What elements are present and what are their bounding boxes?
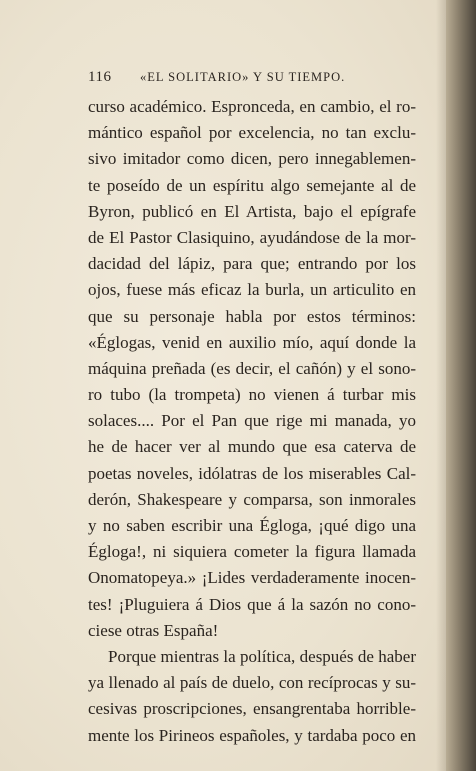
text-line: ro tubo (la trompeta) no vienen á turbar mis bbox=[88, 385, 416, 405]
running-title: «EL SOLITARIO» Y SU TIEMPO. bbox=[140, 70, 346, 84]
text-line: mántico español por excelencia, no tan exclu- bbox=[88, 123, 416, 143]
text-line: Porque mientras la política, después de haber bbox=[108, 646, 416, 666]
text-line: dacidad del lápiz, para que; entrando por los bbox=[88, 254, 416, 274]
text-line: ciese otras España! bbox=[88, 620, 219, 640]
text-line: de El Pastor Clasiquino, ayudándose de la mor- bbox=[88, 227, 416, 247]
text-line: ya llenado al país de duelo, con recíprocas y su- bbox=[88, 673, 416, 693]
text-line: que su personaje habla por estos términos: bbox=[88, 306, 416, 326]
text-line: poetas noveles, idólatras de los miserables Cal- bbox=[88, 463, 416, 483]
page-number: 116 bbox=[88, 69, 112, 85]
text-line: Onomatopeya.» ¡Lides verdaderamente inocen- bbox=[88, 568, 416, 588]
text-line: he de hacer ver al mundo que esa caterva de bbox=[88, 437, 416, 457]
text-line: curso académico. Espronceda, en cambio, el ro- bbox=[88, 97, 416, 116]
text-line: te poseído de un espíritu algo semejante al de bbox=[88, 175, 416, 195]
text-line: mente los Pirineos españoles, y tardaba poco en bbox=[88, 725, 416, 745]
text-line: derón, Shakespeare y comparsa, son inmorales bbox=[88, 489, 416, 509]
text-line: Byron, publicó en El Artista, bajo el epígrafe bbox=[88, 201, 416, 221]
book-binding bbox=[446, 0, 476, 771]
text-line: sivo imitador como dicen, pero innegablemen- bbox=[88, 149, 416, 169]
text-line: máquina preñada (es decir, el cañón) y el sono- bbox=[88, 358, 416, 378]
text-line: solaces.... Por el Pan que rige mi manada, yo bbox=[88, 411, 416, 431]
text-line: y no saben escribir una Égloga, ¡qué digo una bbox=[88, 516, 416, 535]
text-line: cesivas proscripciones, ensangrentaba horrible- bbox=[88, 699, 416, 719]
text-line: tes! ¡Pluguiera á Dios que á la sazón no cono- bbox=[88, 594, 416, 614]
text-line: «Églogas, venid en auxilio mío, aquí donde la bbox=[88, 332, 416, 352]
text-line: ojos, fuese más eficaz la burla, un articulito en bbox=[88, 280, 416, 300]
page-header bbox=[88, 69, 418, 86]
text-line: Égloga!, ni siquiera cometer la figura llamada bbox=[88, 542, 416, 562]
body-text bbox=[88, 94, 416, 749]
